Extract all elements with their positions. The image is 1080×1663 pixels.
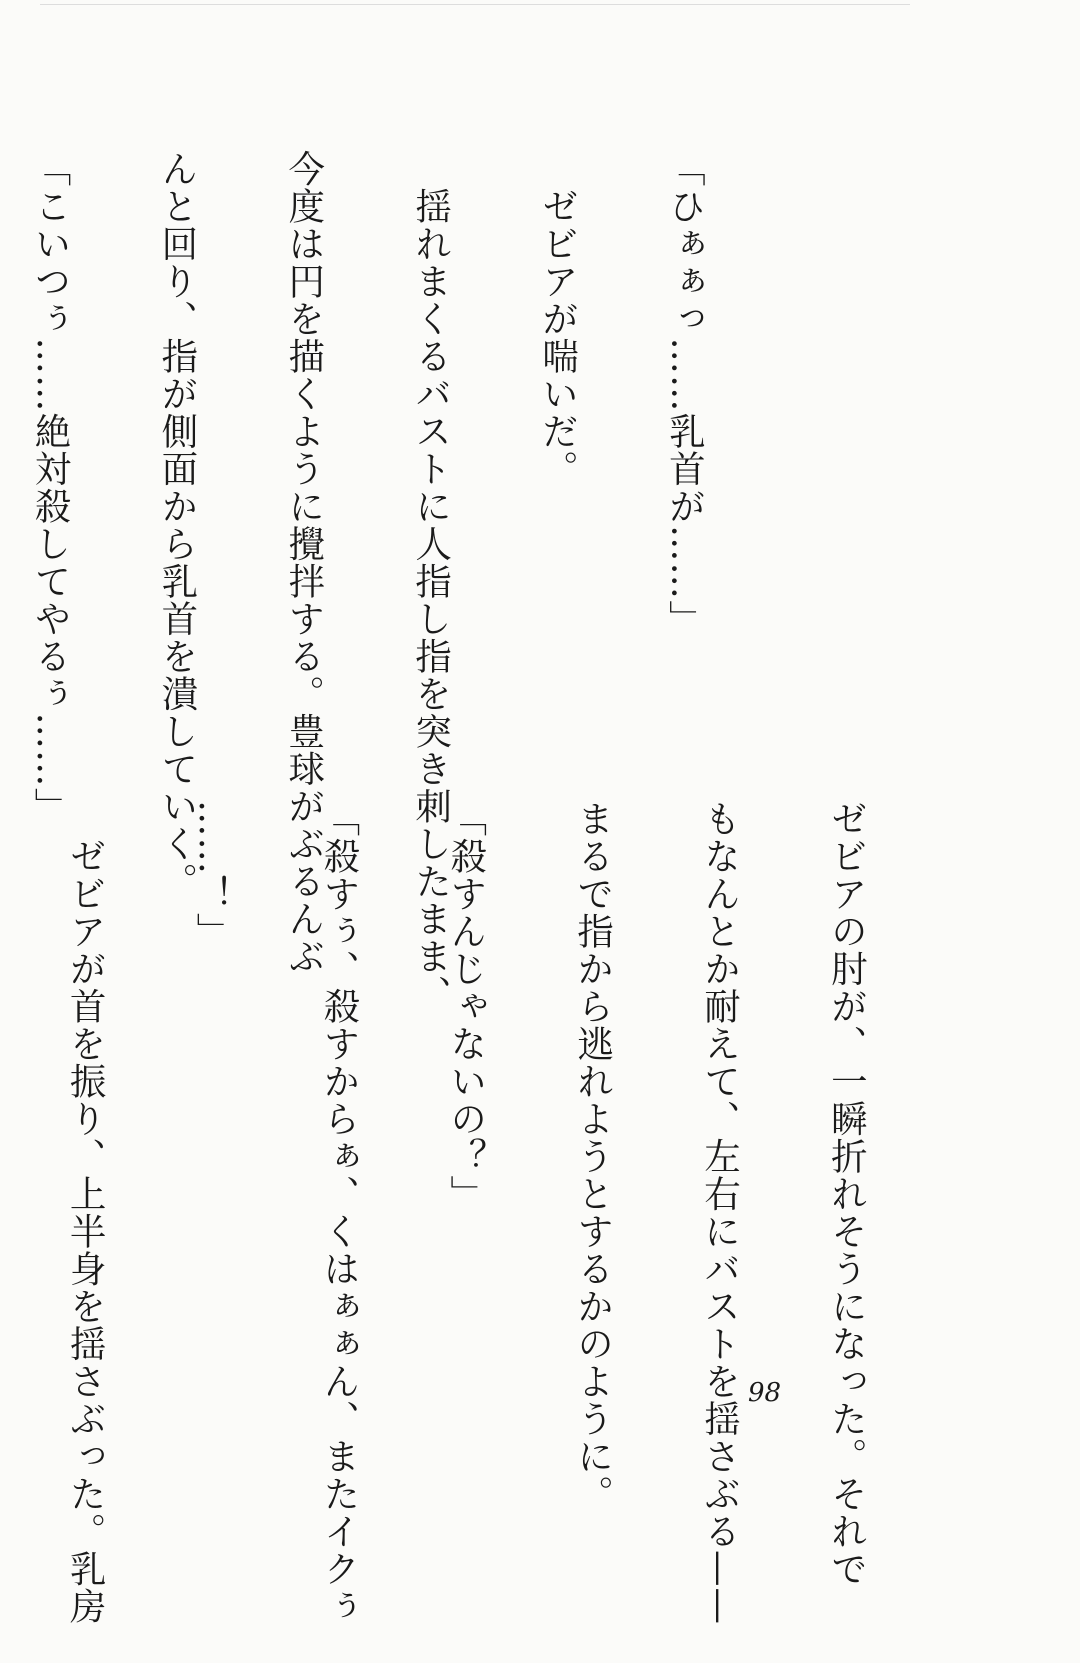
text-line: 「殺すぅ、殺すからぁ、くはぁぁん、またイクぅ	[317, 800, 361, 1625]
text-line: 今度は円を描くように攪拌する。豊球がぶるんぶ	[282, 150, 326, 975]
page-number: 98	[748, 1378, 782, 1408]
text-line: ……！」	[190, 800, 234, 950]
text-line: ゼビアの肘が、一瞬折れそうになった。それで	[825, 800, 869, 1588]
page-top-edge	[40, 4, 910, 5]
text-line: 「こいつぅ……絶対殺してやるぅ……」	[28, 150, 72, 825]
text-line: ゼビアが喘いだ。	[536, 150, 580, 488]
text-block-lower	[0, 800, 952, 1663]
text-line: まるで指から逃れようとするかのように。	[571, 800, 615, 1513]
text-line: んと回り、指が側面から乳首を潰していく。	[155, 150, 199, 900]
text-line: 揺れまくるバストに人指し指を突き刺したまま、	[409, 150, 453, 1013]
text-line: 「ひぁぁっ……乳首が……」	[663, 150, 707, 638]
text-line: 「殺すんじゃないの？」	[444, 800, 488, 1213]
text-line: もなんとか耐えて、左右にバストを揺さぶる——	[698, 800, 742, 1625]
text-line: ゼビアが首を振り、上半身を揺さぶった。乳房	[64, 800, 108, 1625]
